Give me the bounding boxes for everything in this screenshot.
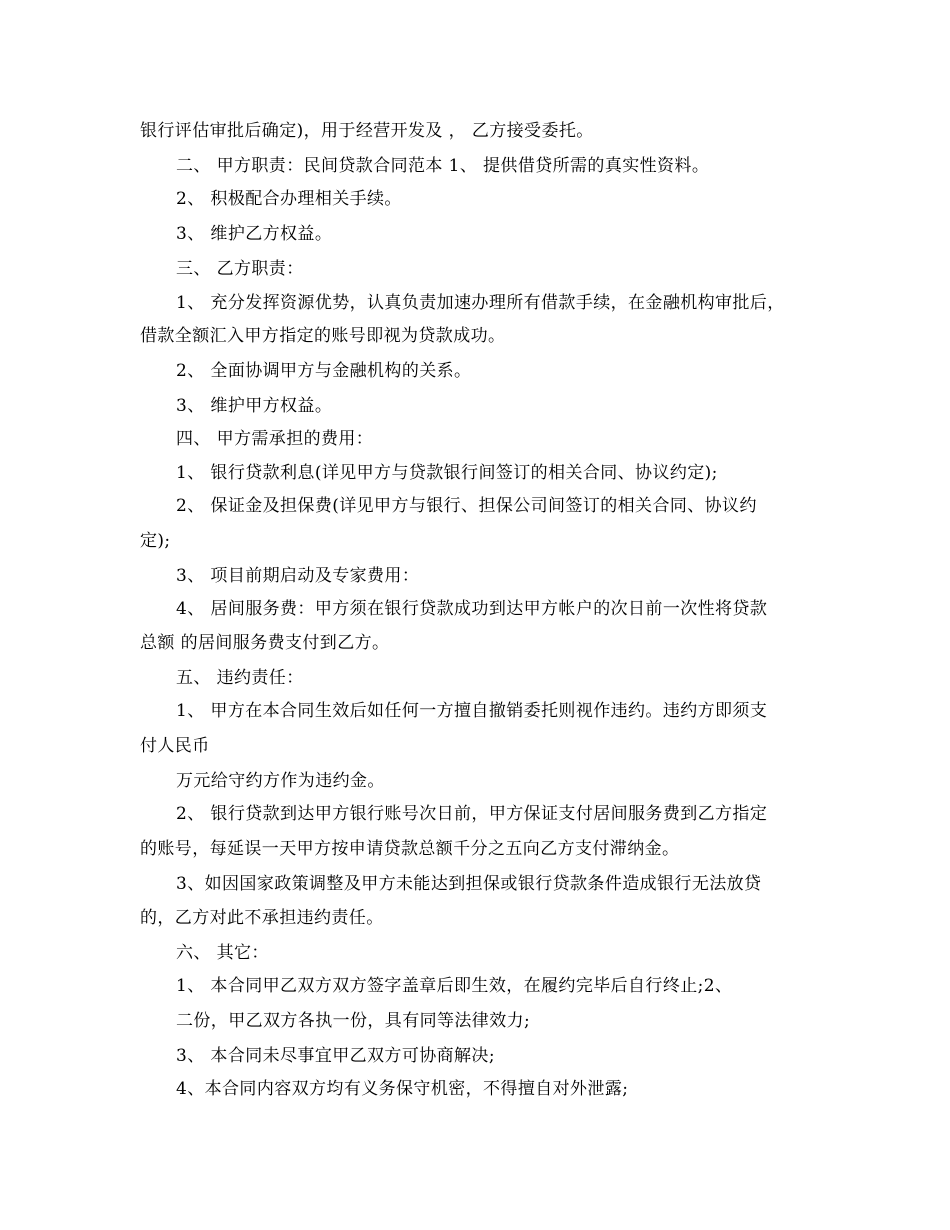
text-line: 借款全额汇入甲方指定的账号即视为贷款成功。 [140,326,506,346]
list-item: 3、 维护乙方权益。 [176,224,333,244]
section-heading: 六、 其它： [176,943,269,963]
list-item: 4、本合同内容双方均有义务保守机密，不得擅自对外泄露; [176,1079,629,1099]
text-line: 的账号，每延误一天甲方按申请贷款总额千分之五向乙方支付滞纳金。 [140,839,680,859]
section-heading: 二、 甲方职责：民间贷款合同范本 1、 提供借贷所需的真实性资料。 [176,156,710,176]
list-item: 3、 项目前期启动及专家费用： [176,566,420,586]
list-item: 1、 银行贷款利息(详见甲方与贷款银行间签订的相关合同、协议约定); [176,463,718,483]
list-item: 2、 积极配合办理相关手续。 [176,189,402,209]
list-item: 3、 本合同未尽事宜甲乙双方可协商解决; [176,1046,495,1066]
text-line: 付人民币 [140,736,210,756]
list-item: 1、 本合同甲乙双方双方签字盖章后即生效，在履约完毕后自行终止;2、 [176,976,733,996]
text-line: 万元给守约方作为违约金。 [176,771,385,791]
list-item: 2、 保证金及担保费(详见甲方与银行、担保公司间签订的相关合同、协议约 [176,496,757,516]
section-heading: 五、 违约责任： [176,668,304,688]
list-item: 4、 居间服务费：甲方须在银行贷款成功到达甲方帐户的次日前一次性将贷款 [176,599,768,619]
list-item: 1、 甲方在本合同生效后如任何一方擅自撤销委托则视作违约。违约方即须支 [176,701,768,721]
section-heading: 四、 甲方需承担的费用： [176,429,374,449]
list-item: 1、 充分发挥资源优势，认真负责加速办理所有借款手续，在金融机构审批后， [176,293,785,313]
list-item: 3、 维护甲方权益。 [176,396,333,416]
text-line: 的，乙方对此不承担违约责任。 [140,908,384,928]
list-item: 2、 银行贷款到达甲方银行账号次日前，甲方保证支付居间服务费到乙方指定 [176,804,768,824]
text-line: 银行评估审批后确定)，用于经营开发及 ， 乙方接受委托。 [140,121,594,141]
text-line: 总额 的居间服务费支付到乙方。 [140,633,390,653]
text-line: 二份，甲乙双方各执一份，具有同等法律效力; [176,1011,531,1031]
section-heading: 三、 乙方职责： [176,259,304,279]
list-item: 3、如因国家政策调整及甲方未能达到担保或银行贷款条件造成银行无法放贷 [176,874,762,894]
list-item: 2、 全面协调甲方与金融机构的关系。 [176,361,472,381]
text-line: 定); [140,531,171,551]
